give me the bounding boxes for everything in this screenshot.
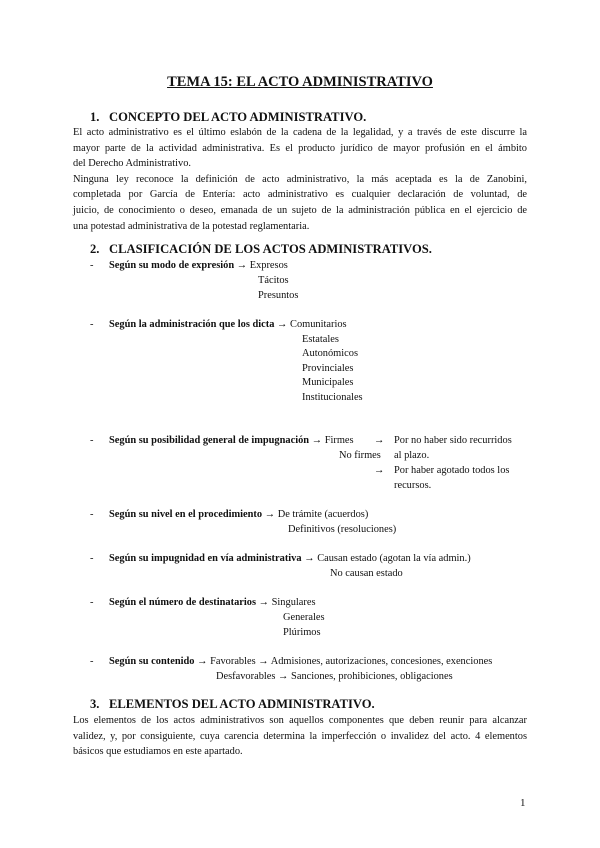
classification-procedimiento (109, 509, 368, 520)
bullet-dash: - (90, 435, 94, 446)
group-item: Desfavorables (216, 671, 276, 682)
bullet-dash: - (90, 509, 94, 520)
arrow-icon: → (311, 435, 323, 446)
paragraph-line: básicos que estudiamos en este apartado. (73, 746, 243, 758)
contenido-desfavorables (216, 671, 453, 682)
reason-line: al plazo. (394, 450, 430, 461)
group-label: Según su modo de expresión (109, 260, 235, 271)
classification-administracion (109, 319, 347, 330)
group-item: No firmes (339, 450, 381, 461)
page-number: 1 (520, 797, 526, 809)
group-item: Presuntos (258, 290, 299, 301)
paragraph-line: Ninguna ley reconoce la definición de acto administrativo, la más aceptada es la de Zanobini, (73, 173, 527, 185)
paragraph-line: validez, y, por consiguiente, cuya carencia determina la imperfección o invalidez del acto. 4 elementos (73, 730, 527, 742)
reason-line: Por haber agotado todos los (394, 465, 510, 476)
reason-line: Por no haber sido recurridos (394, 435, 512, 446)
group-item: Comunitarios (290, 319, 347, 330)
group-item: Singulares (271, 597, 316, 608)
group-label: Según su nivel en el procedimiento (109, 509, 263, 520)
group-label: Según su posibilidad general de impugnación (109, 435, 310, 446)
arrow-icon: → (258, 656, 269, 667)
section-3-heading: ELEMENTOS DEL ACTO ADMINISTRATIVO. (109, 697, 375, 711)
arrow-icon: → (374, 465, 385, 476)
paragraph-line: Los elementos de los actos administrativos son aquellos componentes que deben reunir para alcanzar (73, 715, 527, 726)
arrow-icon: → (277, 319, 288, 330)
arrow-icon: → (258, 597, 270, 608)
section-1-paragraph-1 (73, 125, 527, 234)
group-item: Municipales (302, 377, 354, 388)
group-item: Definitivos (resoluciones) (288, 524, 397, 535)
paragraph-line: juicio, de conocimiento o deseo, emanada de un sujeto de la administración pública en el ejercicio de (73, 204, 527, 216)
paragraph-line: del Derecho Administrativo. (73, 158, 192, 170)
classification-contenido (109, 656, 492, 667)
bullet-dash: - (90, 319, 94, 330)
section-2-heading: CLASIFICACIÓN DE LOS ACTOS ADMINISTRATIVOS. (109, 242, 432, 256)
group-label: Según la administración que los dicta (109, 319, 275, 330)
group-item: Plúrimos (283, 627, 321, 638)
group-item: Tácitos (258, 275, 289, 286)
bullet-dash: - (90, 656, 94, 667)
group-item: De trámite (acuerdos) (277, 509, 369, 520)
group-label: Según el número de destinatarios (109, 597, 257, 608)
arrow-icon: → (278, 671, 289, 682)
bullet-dash: - (90, 553, 94, 564)
group-item: Generales (283, 612, 325, 623)
group-item: Admisiones, autorizaciones, concesiones, exenciones (270, 656, 493, 667)
group-item: Favorables (210, 656, 256, 667)
group-item: Autonómicos (302, 348, 358, 359)
classification-impugnacion (109, 435, 354, 446)
group-item: Firmes (324, 435, 354, 446)
arrow-icon: → (264, 509, 276, 520)
group-item: Provinciales (302, 363, 354, 374)
section-1-number: 1. (90, 110, 100, 124)
bullet-dash: - (90, 597, 94, 608)
section-2-number: 2. (90, 242, 100, 256)
group-item: No causan estado (330, 568, 403, 579)
arrow-icon: → (236, 260, 248, 271)
group-item: Estatales (302, 334, 339, 345)
group-item: Sanciones, prohibiciones, obligaciones (291, 671, 453, 682)
arrow-icon: → (197, 656, 208, 667)
classification-expresion (109, 260, 288, 271)
classification-destinatarios (109, 597, 316, 608)
reason-line: recursos. (394, 480, 432, 491)
arrow-icon: → (374, 435, 385, 446)
group-item: Expresos (249, 260, 288, 271)
paragraph-line: El acto administrativo es el último eslabón de la cadena de la legalidad, y a través de este discurre la (73, 127, 527, 138)
group-item: Institucionales (302, 392, 363, 403)
bullet-dash: - (90, 260, 94, 271)
section-1-heading: CONCEPTO DEL ACTO ADMINISTRATIVO. (109, 110, 367, 124)
group-label: Según su impugnidad en vía administrativa (109, 553, 302, 564)
section-3-paragraph (73, 713, 527, 760)
group-label: Según su contenido (109, 656, 195, 667)
section-3-number: 3. (90, 697, 100, 711)
group-item: Causan estado (agotan la vía admin.) (317, 553, 471, 564)
paragraph-line: una potestad administrativa de la potestad reglamentaria. (73, 220, 310, 232)
classification-impugnidad (109, 553, 471, 564)
paragraph-line: completada por García de Entería: acto administrativo es cualquier declaración de voluntad, de (73, 189, 527, 201)
page-title: TEMA 15: EL ACTO ADMINISTRATIVO (167, 74, 433, 90)
arrow-icon: → (304, 553, 315, 564)
paragraph-line: mayor parte de la actividad administrativa. Es el producto jurídico de mayor profusión en el ámbito (73, 142, 527, 154)
